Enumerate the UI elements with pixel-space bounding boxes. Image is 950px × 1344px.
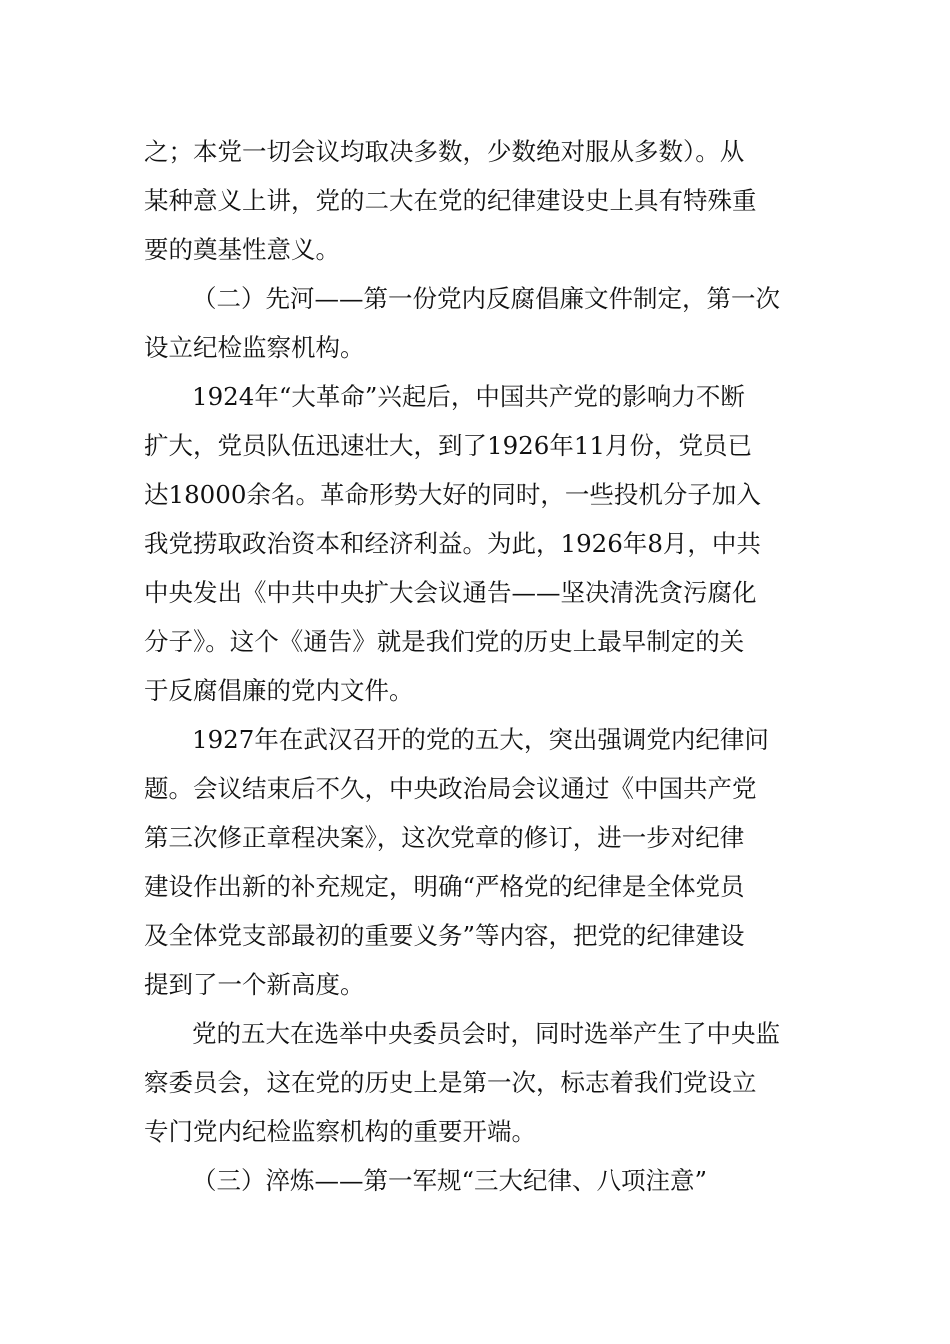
text-line: 之；本党一切会议均取决多数，少数绝对服从多数）。从 [144,137,745,166]
text-line: 及全体党支部最初的重要义务”等内容，把党的纪律建设 [144,921,745,950]
paragraph-continuation [144,127,808,274]
section-heading-3 [144,1156,808,1205]
text-line: 设立纪检监察机构。 [144,333,365,362]
text-line: 察委员会，这在党的历史上是第一次，标志着我们党设立 [144,1068,757,1097]
paragraph-1927 [144,715,808,1009]
text-line: 达18000余名。革命形势大好的同时，一些投机分子加入 [144,480,761,509]
text-line: 于反腐倡廉的党内文件。 [144,676,414,705]
text-line: 第三次修正章程决案》，这次党章的修订，进一步对纪律 [144,823,745,852]
text-line: 专门党内纪检监察机构的重要开端。 [144,1117,536,1146]
text-line: 要的奠基性意义。 [144,235,340,264]
paragraph-supervision-committee [144,1009,808,1156]
text-line: 题。会议结束后不久，中央政治局会议通过《中国共产党 [144,774,757,803]
text-line: （二）先河——第一份党内反腐倡廉文件制定，第一次 [192,284,780,313]
text-line: 1927年在武汉召开的党的五大，突出强调党内纪律问 [192,725,769,754]
text-line: 建设作出新的补充规定，明确“严格党的纪律是全体党员 [144,872,745,901]
text-line: 中央发出《中共中央扩大会议通告——坚决清洗贪污腐化 [144,578,757,607]
paragraph-1924 [144,372,808,715]
document-body [144,127,808,1205]
text-line: 某种意义上讲，党的二大在党的纪律建设史上具有特殊重 [144,186,757,215]
text-line: 党的五大在选举中央委员会时，同时选举产生了中央监 [192,1019,780,1048]
text-line: （三）淬炼——第一军规“三大纪律、八项注意” [192,1166,708,1195]
text-line: 扩大，党员队伍迅速壮大，到了1926年11月份，党员已 [144,431,753,460]
section-heading-2 [144,274,808,372]
text-line: 分子》。这个《通告》就是我们党的历史上最早制定的关 [144,627,745,656]
text-line: 1924年“大革命”兴起后，中国共产党的影响力不断 [192,382,745,411]
text-line: 我党捞取政治资本和经济利益。为此，1926年8月，中共 [144,529,761,558]
text-line: 提到了一个新高度。 [144,970,365,999]
